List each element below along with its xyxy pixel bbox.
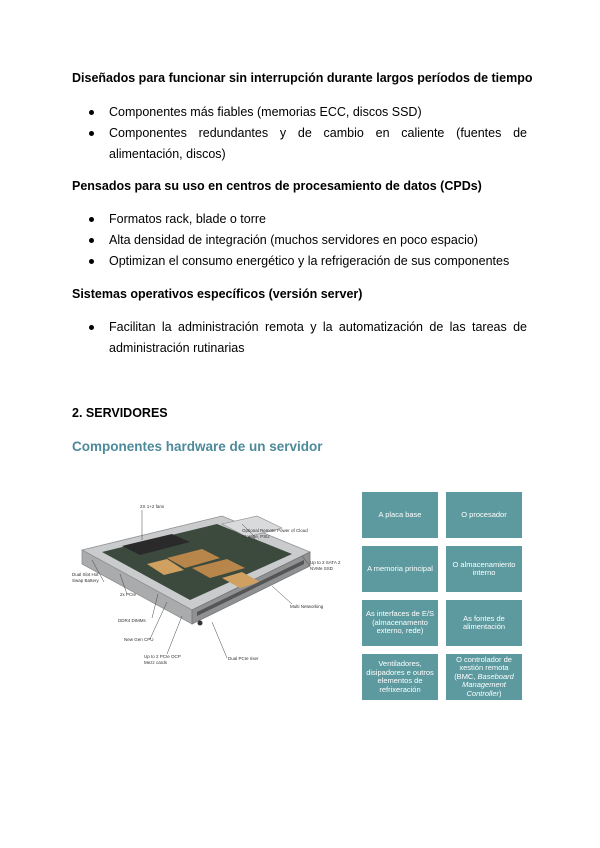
server-illustration: [72, 494, 342, 674]
list-item-text: Alta densidad de integración (muchos servidores en poco espacio): [109, 233, 478, 247]
section-heading: Diseñados para funcionar sin interrupción durante largos períodos de tiempo: [72, 71, 533, 85]
component-box: As fontes de alimentación: [446, 600, 522, 646]
component-box: A placa base: [362, 492, 438, 538]
bullet-icon: [89, 259, 94, 264]
list-item-text: Formatos rack, blade o torre: [109, 212, 267, 226]
list-item-text: Componentes más fiables (memorias ECC, discos SSD): [109, 105, 422, 119]
bullet-list: [72, 317, 527, 359]
component-box: As interfaces de E/S (almacenamento externo, rede): [362, 600, 438, 646]
bullet-list: [72, 102, 527, 165]
bullet-icon: [89, 325, 94, 330]
callout-pcie: 2x PCIe: [120, 592, 137, 597]
component-box: A memoria principal: [362, 546, 438, 592]
callout-cpu: New Gen CPU: [124, 637, 154, 642]
callout-pcie-riser: Dual PCIe riser: [228, 656, 259, 661]
list-item-text: Facilitan la administración remota y la automatización de las tareas de administración rutinarias: [109, 320, 527, 355]
callout-networking: Multi Networking: [290, 604, 324, 609]
list-item-text: Componentes redundantes y de cambio en caliente (fuentes de alimentación, discos): [109, 126, 527, 161]
callout-dual-slot: Dual Slot Hot Swap Battery: [72, 572, 99, 583]
list-item: [72, 230, 527, 251]
component-box: Ventiladores, disipadores e outros elementos de refrixeración: [362, 654, 438, 700]
component-box: O procesador: [446, 492, 522, 538]
section-heading: Pensados para su uso en centros de procesamiento de datos (CPDs): [72, 179, 482, 193]
list-item: [72, 317, 527, 359]
subtitle: Componentes hardware de un servidor: [72, 439, 323, 454]
bullet-icon: [89, 238, 94, 243]
bullet-icon: [89, 131, 94, 136]
callout-ocp: Up to 2 PCIe OCP Mezz cards: [144, 654, 181, 665]
component-box: O almacenamiento interno: [446, 546, 522, 592]
callout-drives: Up to 2 SATA 2 NVMe SSD: [310, 560, 341, 571]
section-heading: Sistemas operativos específicos (versión server): [72, 287, 363, 301]
server-image: [72, 494, 342, 674]
section-title: 2. SERVIDORES: [72, 406, 168, 420]
bullet-icon: [89, 217, 94, 222]
component-box-text: O controlador de xestión remota (BMC, Baseboard Management Controller): [454, 654, 514, 698]
list-item: [72, 123, 527, 165]
list-item-text: Optimizan el consumo energético y la refrigeración de sus componentes: [109, 254, 510, 268]
callout-optional-psu: Optional Remote Power of Cloud Storage, PSU: [242, 528, 308, 539]
list-item: [72, 102, 527, 123]
bullet-icon: [89, 110, 94, 115]
callout-fans: 2X 1+2 fans: [140, 504, 165, 509]
component-box: [446, 654, 522, 700]
callout-dimms: DDR4 DIMMs: [118, 618, 146, 623]
bullet-list: [72, 209, 527, 272]
list-item: [72, 251, 527, 272]
list-item: [72, 209, 527, 230]
